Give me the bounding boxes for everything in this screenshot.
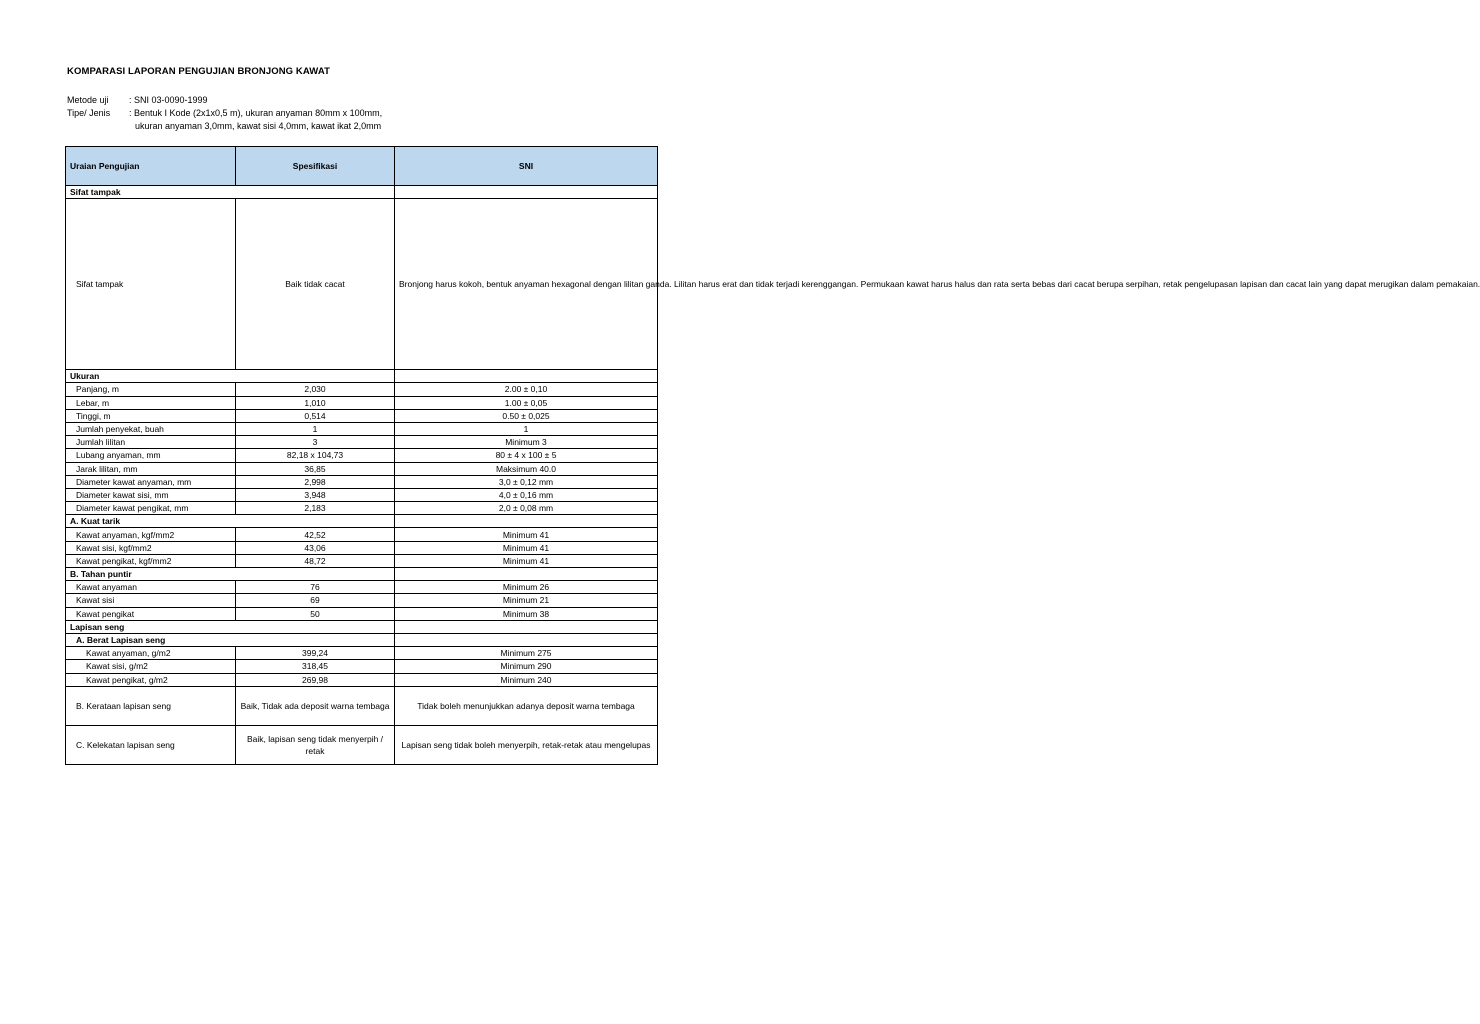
row-label: Sifat tampak xyxy=(66,199,236,370)
table-header-row xyxy=(66,147,658,186)
table-row xyxy=(66,436,658,449)
row-label: Diameter kawat anyaman, mm xyxy=(66,475,236,488)
row-label: Kawat anyaman xyxy=(66,581,236,594)
row-sni-kerataan: Tidak boleh menunjukkan adanya deposit warna tembaga xyxy=(395,686,658,725)
empty-cell xyxy=(395,370,658,383)
table-row xyxy=(66,449,658,462)
table-row xyxy=(66,488,658,501)
row-sni: 0.50 ± 0,025 xyxy=(395,409,658,422)
section-lapisan-seng: Lapisan seng xyxy=(66,620,236,633)
tipe-value-2: ukuran anyaman 3,0mm, kawat sisi 4,0mm, kawat ikat 2,0mm xyxy=(135,121,382,131)
row-sni: Maksimum 40.0 xyxy=(395,462,658,475)
empty-cell xyxy=(395,568,658,581)
comparison-table xyxy=(65,146,1480,765)
header-spesifikasi: Spesifikasi xyxy=(236,147,395,186)
row-sni: 2,0 ± 0,08 mm xyxy=(395,502,658,515)
row-label: Kawat anyaman, kgf/mm2 xyxy=(66,528,236,541)
table-row xyxy=(66,686,658,725)
row-spec: 1,010 xyxy=(236,396,395,409)
empty-cell xyxy=(395,620,658,633)
row-spec: 2,998 xyxy=(236,475,395,488)
row-spec: 2,030 xyxy=(236,383,395,396)
row-spec: 76 xyxy=(236,581,395,594)
table-row xyxy=(66,199,658,370)
table-row xyxy=(66,502,658,515)
table-row xyxy=(66,383,658,396)
table-row xyxy=(66,541,658,554)
row-sni: Minimum 38 xyxy=(395,607,658,620)
table-row xyxy=(66,594,658,607)
section-tahan-puntir: B. Tahan puntir xyxy=(66,568,236,581)
table-row xyxy=(66,409,658,422)
empty-cell xyxy=(236,633,395,646)
row-sni: Minimum 240 xyxy=(395,673,658,686)
section-row xyxy=(66,186,658,199)
header-uraian: Uraian Pengujian xyxy=(66,147,236,186)
subsection-row xyxy=(66,633,658,646)
row-sni: Minimum 41 xyxy=(395,541,658,554)
row-spec: 3 xyxy=(236,436,395,449)
row-label: Kawat sisi xyxy=(66,594,236,607)
row-label: Kawat pengikat, g/m2 xyxy=(66,673,236,686)
row-label: Diameter kawat sisi, mm xyxy=(66,488,236,501)
section-ukuran: Ukuran xyxy=(66,370,236,383)
row-spec: 36,85 xyxy=(236,462,395,475)
row-sni: 1.00 ± 0,05 xyxy=(395,396,658,409)
row-label: Panjang, m xyxy=(66,383,236,396)
row-label: Kawat anyaman, g/m2 xyxy=(66,647,236,660)
table-row xyxy=(66,422,658,435)
empty-cell xyxy=(395,633,658,646)
row-spec: 2,183 xyxy=(236,502,395,515)
empty-cell xyxy=(395,186,658,199)
row-spec: 3,948 xyxy=(236,488,395,501)
row-spec: 269,98 xyxy=(236,673,395,686)
row-sni: Minimum 290 xyxy=(395,660,658,673)
metode-label: Metode uji xyxy=(67,95,109,105)
metode-value: : SNI 03-0090-1999 xyxy=(129,95,208,105)
row-spec: 0,514 xyxy=(236,409,395,422)
row-spec: 399,24 xyxy=(236,647,395,660)
row-label: Kawat pengikat xyxy=(66,607,236,620)
row-spec-kelekatan: Baik, lapisan seng tidak menyerpih / retak xyxy=(236,725,395,764)
row-label: Diameter kawat pengikat, mm xyxy=(66,502,236,515)
row-sni: 1 xyxy=(395,422,658,435)
row-sni-kelekatan: Lapisan seng tidak boleh menyerpih, retak-retak atau mengelupas xyxy=(395,725,658,764)
row-spec: 43,06 xyxy=(236,541,395,554)
tipe-line xyxy=(67,107,382,119)
row-spec: 42,52 xyxy=(236,528,395,541)
row-sni: Minimum 275 xyxy=(395,647,658,660)
row-sni: Minimum 26 xyxy=(395,581,658,594)
row-spec: 1 xyxy=(236,422,395,435)
empty-cell xyxy=(236,186,395,199)
row-label: Jumlah penyekat, buah xyxy=(66,422,236,435)
table-row xyxy=(66,396,658,409)
section-row xyxy=(66,620,658,633)
row-label: Jarak lilitan, mm xyxy=(66,462,236,475)
subsection-berat-lapisan: A. Berat Lapisan seng xyxy=(66,633,236,646)
tipe-line-2 xyxy=(135,120,381,132)
row-label: Jumlah lilitan xyxy=(66,436,236,449)
row-label: Lubang anyaman, mm xyxy=(66,449,236,462)
empty-cell xyxy=(236,568,395,581)
table-row xyxy=(66,475,658,488)
row-sni: 2.00 ± 0,10 xyxy=(395,383,658,396)
header-sni: SNI xyxy=(395,147,658,186)
section-sifat-tampak: Sifat tampak xyxy=(66,186,236,199)
section-row xyxy=(66,370,658,383)
empty-cell xyxy=(236,370,395,383)
row-label: Kawat pengikat, kgf/mm2 xyxy=(66,554,236,567)
row-label: Tinggi, m xyxy=(66,409,236,422)
row-spec: 48,72 xyxy=(236,554,395,567)
row-sni: Minimum 3 xyxy=(395,436,658,449)
row-sni: Minimum 41 xyxy=(395,528,658,541)
row-label: Kawat sisi, g/m2 xyxy=(66,660,236,673)
row-label: Kawat sisi, kgf/mm2 xyxy=(66,541,236,554)
tipe-value-1: : Bentuk I Kode (2x1x0,5 m), ukuran anyaman 80mm x 100mm, xyxy=(129,108,383,118)
row-sni: 80 ± 4 x 100 ± 5 xyxy=(395,449,658,462)
row-spec-kerataan: Baik, Tidak ada deposit warna tembaga xyxy=(236,686,395,725)
row-sni: Bronjong harus kokoh, bentuk anyaman hexagonal dengan lilitan ganda. Lilitan harus erat dan tidak terjadi kerenggangan. Permukaan kawat harus halus dan rata serta bebas dari cacat berupa serpihan, retak pengelupasan lapisan dan cacat lain yang dapat merugikan dalam pemakaian. xyxy=(395,199,658,370)
row-sni: Minimum 21 xyxy=(395,594,658,607)
table-row xyxy=(66,528,658,541)
row-label-kerataan: B. Kerataan lapisan seng xyxy=(66,686,236,725)
table-row xyxy=(66,673,658,686)
table-row xyxy=(66,581,658,594)
table-row xyxy=(66,660,658,673)
row-spec: 50 xyxy=(236,607,395,620)
row-spec: 318,45 xyxy=(236,660,395,673)
table-row xyxy=(66,607,658,620)
section-kuat-tarik: A. Kuat tarik xyxy=(66,515,236,528)
document-title: KOMPARASI LAPORAN PENGUJIAN BRONJONG KAWAT xyxy=(67,66,331,77)
table-row xyxy=(66,554,658,567)
row-spec: Baik tidak cacat xyxy=(236,199,395,370)
section-row xyxy=(66,568,658,581)
row-sni: Minimum 41 xyxy=(395,554,658,567)
row-label-kelekatan: C. Kelekatan lapisan seng xyxy=(66,725,236,764)
table-row xyxy=(66,725,658,764)
row-sni: 3,0 ± 0,12 mm xyxy=(395,475,658,488)
row-label: Lebar, m xyxy=(66,396,236,409)
metode-line xyxy=(67,94,208,106)
row-spec: 69 xyxy=(236,594,395,607)
table-row xyxy=(66,647,658,660)
empty-cell xyxy=(236,515,395,528)
row-sni: 4,0 ± 0,16 mm xyxy=(395,488,658,501)
empty-cell xyxy=(395,515,658,528)
tipe-label: Tipe/ Jenis xyxy=(67,108,111,118)
table-row xyxy=(66,462,658,475)
empty-cell xyxy=(236,620,395,633)
section-row xyxy=(66,515,658,528)
row-spec: 82,18 x 104,73 xyxy=(236,449,395,462)
